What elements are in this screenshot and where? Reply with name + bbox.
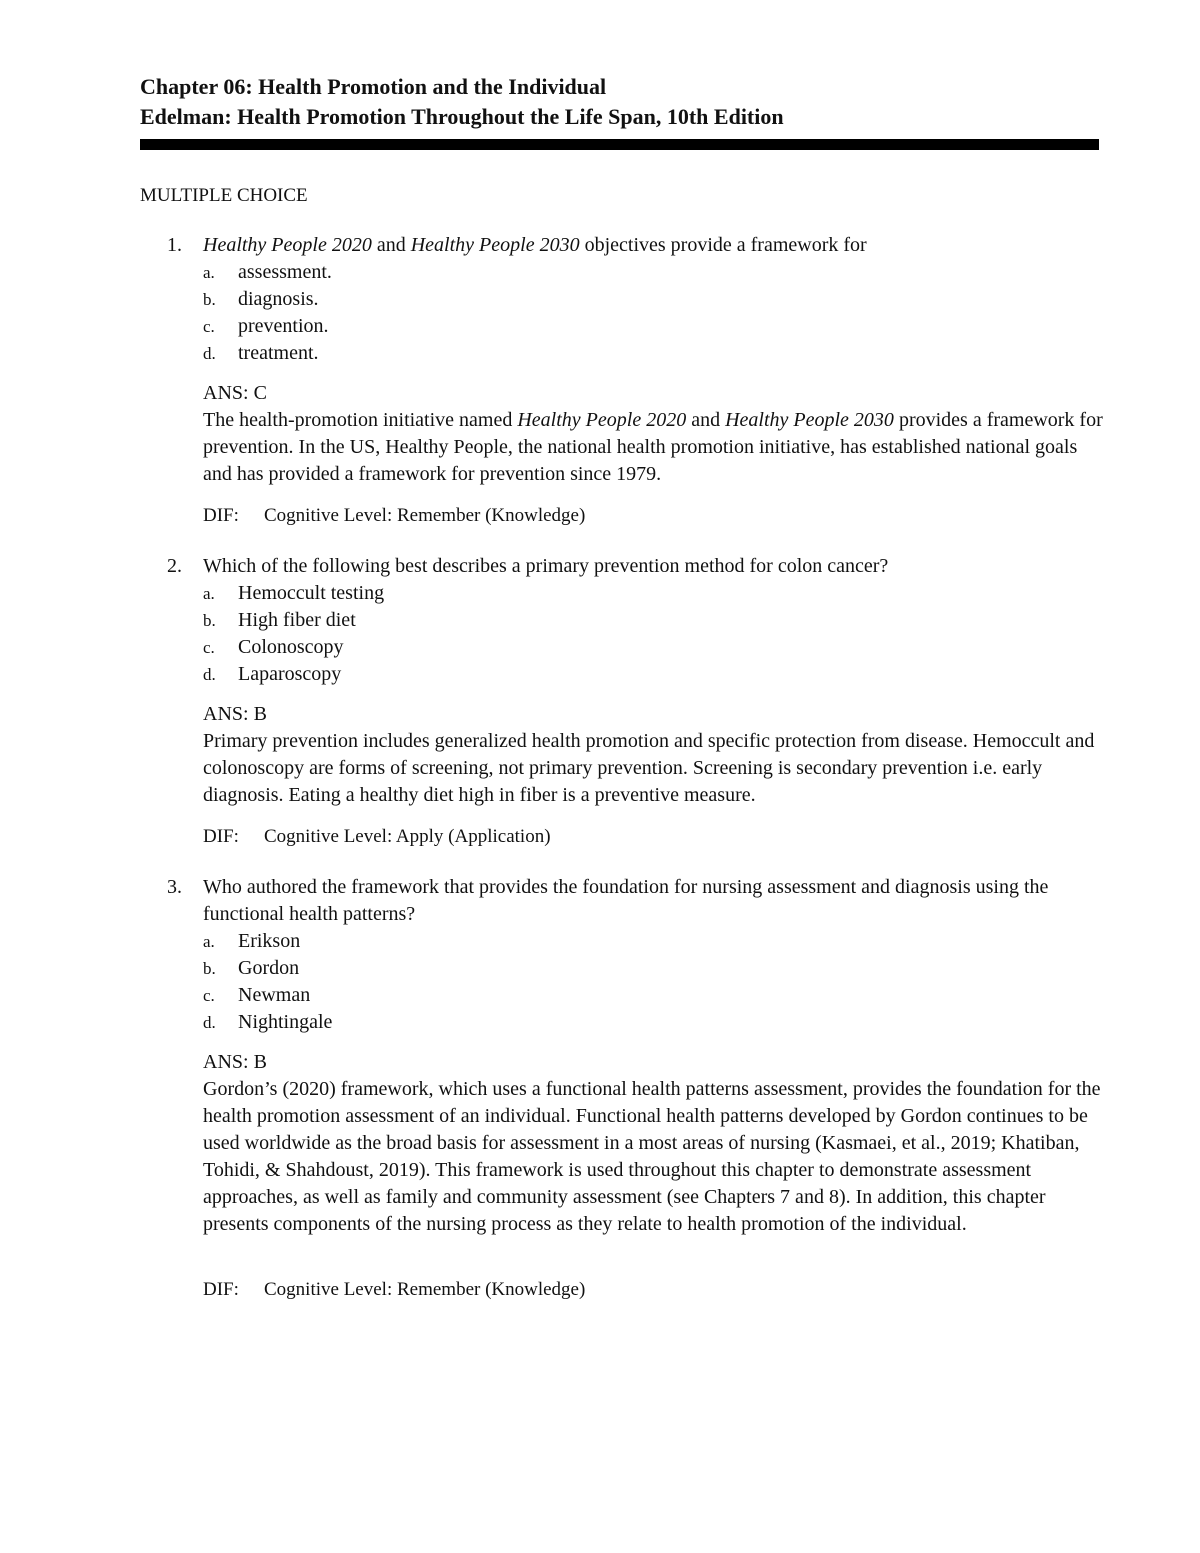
option-c (203, 982, 1100, 1009)
difficulty (203, 1276, 1100, 1303)
stem-text: objectives provide a framework for (579, 234, 867, 256)
option-text: treatment. (238, 342, 319, 364)
question-stem: Which of the following best describes a primary prevention method for colon cancer? (203, 555, 889, 577)
option-d (203, 340, 1100, 367)
option-a (203, 928, 1100, 955)
rationale-italic-title: Healthy People 2020 (517, 409, 687, 431)
book-title: Edelman: Health Promotion Throughout the Life Span, 10th Edition (140, 104, 784, 129)
rationale-text: and (686, 409, 726, 431)
option-b (203, 955, 1100, 982)
option-letter: b. (203, 959, 216, 978)
answer: ANS: B (203, 703, 267, 725)
rationale: Primary prevention includes generalized health promotion and specific protection from disease. Hemoccult and colonoscopy are forms of screening, not primary prevention. Screening is secondary prevention i.e. early diagnosis. Eating a healthy diet high in fiber is a preventive measure. (203, 730, 1095, 806)
difficulty-value: Cognitive Level: Apply (Application) (264, 826, 551, 847)
option-d (203, 661, 1100, 688)
option-text: Colonoscopy (238, 636, 344, 658)
option-b (203, 607, 1100, 634)
rationale: Gordon’s (2020) framework, which uses a functional health patterns assessment, provides the foundation for the health promotion assessment of an individual. Functional health patterns developed by Gordon continues to be used worldwide as the broad basis for assessment in a most areas of nursing (Kasmaei, et al., 2019; Khatiban, Tohidi, & Shahdoust, 2019). This framework is used throughout this chapter to demonstrate assessment approaches, as well as family and community assessment (see Chapters 7 and 8). In addition, this chapter presents components of the nursing process as they relate to health promotion of the individual. (203, 1078, 1101, 1235)
question-stem: Who authored the framework that provides the foundation for nursing assessment and diagnosis using the functional health patterns? (203, 876, 1049, 925)
page-header (140, 72, 1100, 150)
option-text: Gordon (238, 957, 300, 979)
option-letter: a. (203, 263, 215, 282)
question-2 (140, 553, 1100, 850)
option-letter: b. (203, 290, 216, 309)
option-list (203, 259, 1100, 367)
question-list (140, 232, 1103, 1303)
question-3 (140, 874, 1100, 1303)
stem-text: and (371, 234, 411, 256)
difficulty-label: DIF: (203, 505, 239, 526)
option-b (203, 286, 1100, 313)
stem-italic-title: Healthy People 2030 (410, 234, 580, 256)
question-number: 2. (167, 555, 182, 577)
option-text: Erikson (238, 930, 301, 952)
option-letter: a. (203, 932, 215, 951)
option-text: High fiber diet (238, 609, 356, 631)
answer: ANS: B (203, 1051, 267, 1073)
option-d (203, 1009, 1100, 1036)
difficulty-label: DIF: (203, 826, 239, 847)
option-text: prevention. (238, 315, 329, 337)
difficulty-value: Cognitive Level: Remember (Knowledge) (264, 1279, 586, 1300)
difficulty-label: DIF: (203, 1279, 239, 1300)
option-text: Newman (238, 984, 311, 1006)
header-rule (140, 139, 1099, 150)
answer: ANS: C (203, 382, 267, 404)
option-list (203, 928, 1100, 1036)
difficulty (203, 502, 1100, 529)
question-1 (140, 232, 1103, 529)
rationale-text: The health-promotion initiative named (203, 409, 518, 431)
option-letter: c. (203, 317, 215, 336)
option-text: assessment. (238, 261, 332, 283)
option-letter: c. (203, 986, 215, 1005)
stem-italic-title: Healthy People 2020 (203, 234, 372, 256)
option-text: Hemoccult testing (238, 582, 385, 604)
option-c (203, 313, 1100, 340)
option-text: diagnosis. (238, 288, 319, 310)
option-letter: a. (203, 584, 215, 603)
difficulty-value: Cognitive Level: Remember (Knowledge) (264, 505, 586, 526)
option-letter: b. (203, 611, 216, 630)
option-list (203, 580, 1100, 688)
option-letter: d. (203, 1013, 216, 1032)
difficulty (203, 823, 1100, 850)
option-letter: d. (203, 665, 216, 684)
option-text: Nightingale (238, 1011, 333, 1033)
option-letter: d. (203, 344, 216, 363)
question-stem (203, 232, 1103, 259)
question-number: 3. (167, 876, 182, 898)
rationale (203, 407, 1103, 488)
section-title: MULTIPLE CHOICE (140, 185, 308, 206)
rationale-text: provides a framework for prevention. In the US, Healthy People, the national health promotion initiative, has established national goals and has provided a framework for prevention since 1979. (203, 409, 1103, 485)
option-text: Laparoscopy (238, 663, 342, 685)
option-c (203, 634, 1100, 661)
chapter-title: Chapter 06: Health Promotion and the Individual (140, 74, 607, 99)
question-number: 1. (167, 234, 182, 256)
option-a (203, 580, 1100, 607)
option-a (203, 259, 1100, 286)
option-letter: c. (203, 638, 215, 657)
rationale-italic-title: Healthy People 2030 (725, 409, 894, 431)
